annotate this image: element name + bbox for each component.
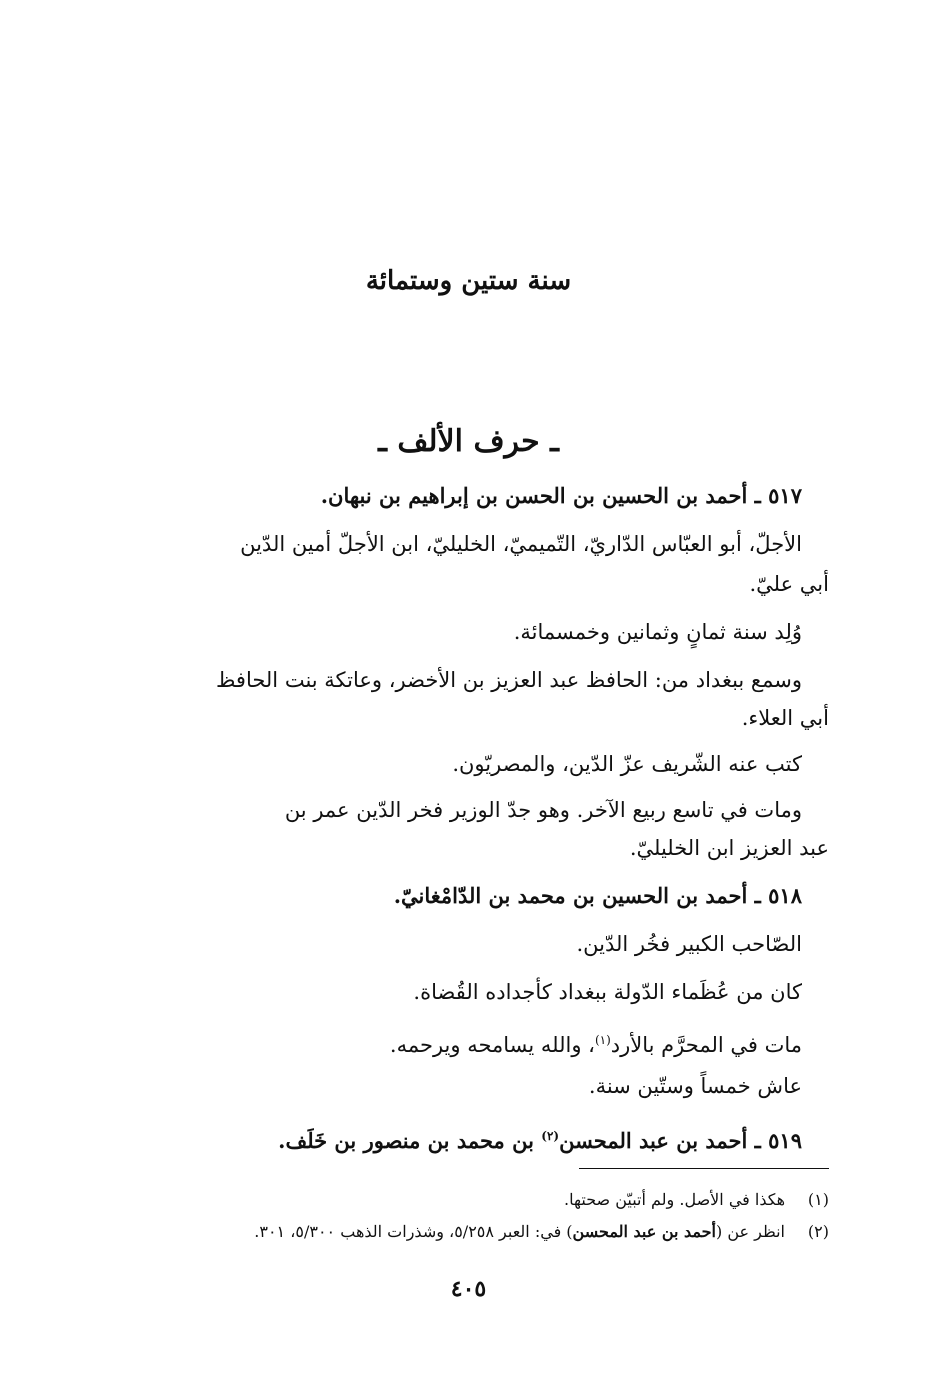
text-line: عبد العزيز ابن الخليليّ.	[629, 836, 829, 860]
entry-name-rest: بن محمد بن منصور بن خَلَف.	[278, 1128, 534, 1153]
section-heading: ـ حرف الألف ـ	[378, 424, 559, 459]
text-line: عاش خمساً وستّين سنة.	[588, 1074, 802, 1098]
entry-518-heading: ٥١٨ ـ أحمد بن الحسين بن محمد بن الدّامْغانيّ.	[393, 883, 802, 908]
footnote-number: (١)	[807, 1190, 829, 1209]
footnote-1	[108, 1186, 829, 1214]
text-line: كتب عنه الشّريف عزّ الدّين، والمصريّون.	[452, 752, 802, 776]
text-line: ومات في تاسع ربيع الآخر. وهو جدّ الوزير فخر الدّين عمر بن	[284, 798, 802, 822]
text-line: مات في المحرَّم بالأرد$^{(١)}$، والله يسامحه ويرحمه.	[389, 1033, 802, 1057]
entry-517-heading: ٥١٧ ـ أحمد بن الحسين بن الحسن بن إبراهيم بن نبهان.	[320, 483, 802, 508]
entry-name: أحمد بن عبد المحسن	[559, 1128, 748, 1153]
text-line: أبي عليّ.	[749, 572, 829, 596]
entry-number: ٥١٨	[768, 883, 802, 908]
entry-519-heading: ٥١٩ ـ أحمد بن عبد المحسن$^{(٢)}$ بن محمد بن منصور بن خَلَف.	[278, 1128, 802, 1153]
footnote-text: هكذا في الأصل. ولم أتبيّن صحتها.	[564, 1190, 785, 1209]
entry-name: أحمد بن الحسين بن الحسن بن إبراهيم بن نبهان.	[320, 483, 748, 508]
footnote-number: (٢)	[807, 1222, 829, 1241]
text-line: وسمع ببغداد من: الحافظ عبد العزيز بن الأخضر، وعاتكة بنت الحافظ	[215, 668, 802, 692]
text-line: أبي العلاء.	[741, 706, 829, 730]
footnote-2: (٢)انظر عن (أحمد بن عبد المحسن) في: العبر ٥/٢٥٨، وشذرات الذهب ٥/٣٠٠، ٣٠١.	[108, 1218, 829, 1246]
entry-number: ٥١٩	[768, 1128, 802, 1153]
text-line: الأجلّ، أبو العبّاس الدّاريّ، التّميميّ، الخليليّ، ابن الأجلّ أمين الدّين	[240, 532, 802, 556]
year-heading: سنة ستين وستمائة	[365, 266, 572, 296]
text-line: كان من عُظَماء الدّولة ببغداد كأجداده القُضاة.	[413, 980, 802, 1004]
text-line: الصّاحب الكبير فخُر الدّين.	[576, 932, 802, 956]
entry-number: ٥١٧	[768, 483, 802, 508]
footnote-divider	[579, 1168, 829, 1169]
footnote-ref[interactable]: (٢)	[541, 1129, 560, 1143]
page-number: ٤٠٥	[450, 1276, 487, 1302]
footnote-ref[interactable]: (١)	[594, 1033, 611, 1047]
entry-name: أحمد بن الحسين بن محمد بن الدّامْغانيّ.	[393, 883, 748, 908]
text-line: وُلِد سنة ثمانٍ وثمانين وخمسمائة.	[513, 620, 802, 644]
